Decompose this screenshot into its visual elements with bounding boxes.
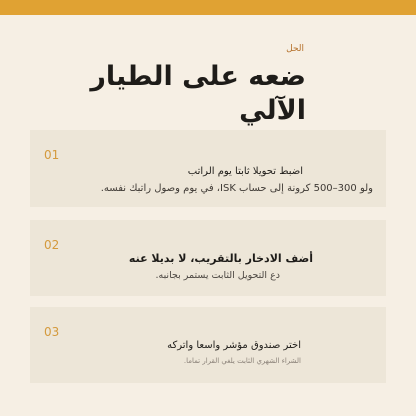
step-number: 03 bbox=[44, 325, 60, 339]
step-title: اضبط تحويلا ثابتا يوم الراتب bbox=[187, 166, 303, 177]
step-card-3 bbox=[30, 307, 386, 383]
step-description: ولو 300–500 كرونة إلى حساب ISK، في يوم وصول راتبك نفسه. bbox=[100, 183, 373, 194]
step-title: أضف الادخار بالتقريب، لا بديلا عنه bbox=[128, 252, 313, 265]
step-description: الشراء الشهري الثابت يلغي القرار تماما. bbox=[183, 357, 301, 365]
step-number: 01 bbox=[44, 148, 60, 162]
step-card-2 bbox=[30, 220, 386, 296]
page-title: ضعه على الطيار الآلي bbox=[90, 61, 306, 126]
step-description: دع التحويل الثابت يستمر بجانبه. bbox=[155, 270, 280, 281]
step-title: اختر صندوق مؤشر واسعا واتركه bbox=[167, 340, 301, 351]
top-accent-bar bbox=[0, 0, 416, 15]
step-card-1 bbox=[30, 130, 386, 207]
step-number: 02 bbox=[44, 238, 60, 252]
section-eyebrow: الحل bbox=[286, 44, 304, 54]
